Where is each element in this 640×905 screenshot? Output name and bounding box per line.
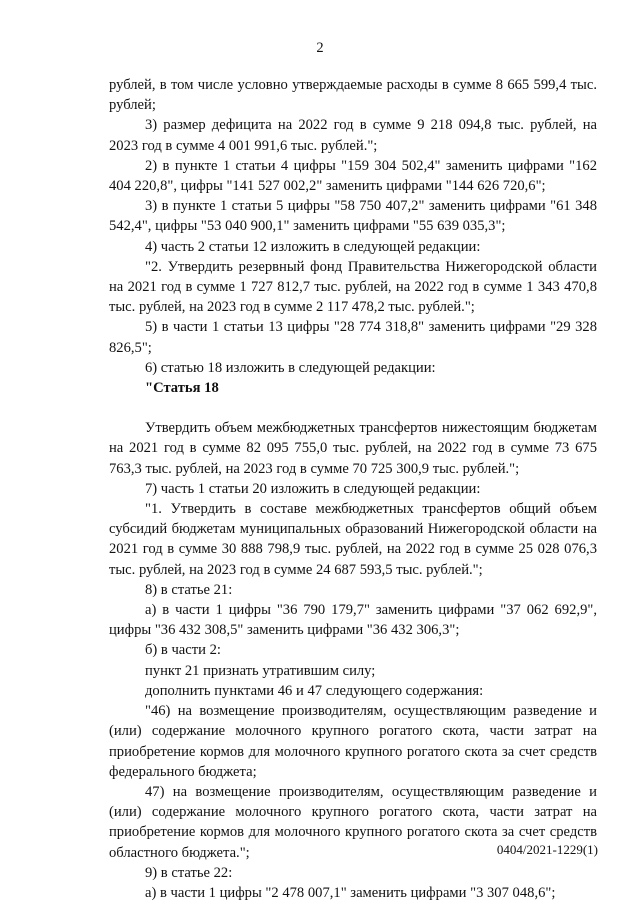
- article-heading: "Статья 18: [145, 380, 219, 397]
- paragraph: 47) на возмещение производителям, осуществляющим разведение и (или) содержание молочного крупного рогатого скота, части затрат на приобретение кормов для молочного крупного рогатого скота за счет средств областного бюджета.";: [109, 783, 597, 861]
- paragraph: 4) часть 2 статьи 12 изложить в следующей редакции:: [145, 238, 481, 255]
- paragraph: пункт 21 признать утратившим силу;: [145, 662, 376, 679]
- page-number: 2: [316, 40, 324, 56]
- document-code: 0404/2021-1229(1): [496, 842, 598, 857]
- paragraph: 6) статью 18 изложить в следующей редакции:: [145, 359, 436, 376]
- paragraph: 7) часть 1 статьи 20 изложить в следующей редакции:: [145, 480, 481, 497]
- paragraph: "1. Утвердить в составе межбюджетных трансфертов общий объем субсидий бюджетам муниципальных образований Нижегородской области на 2021 год в сумме 30 888 798,9 тыс. рублей, на 2022 год в сумме 25 028 076,3 тыс. рублей, на 2023 год в сумме 24 687 593,5 тыс. рублей.";: [109, 501, 597, 578]
- paragraph: 5) в части 1 статьи 13 цифры "28 774 318,8" заменить цифрами "29 328 826,5";: [109, 319, 597, 356]
- document-body: [109, 75, 597, 903]
- paragraph: 3) в пункте 1 статьи 5 цифры "58 750 407,2" заменить цифрами "61 348 542,4", цифры "53 040 900,1" заменить цифрами "55 639 035,3";: [109, 198, 597, 235]
- paragraph: 3) размер дефицита на 2022 год в сумме 9 218 094,8 тыс. рублей, на 2023 год в сумме 4 001 991,6 тыс. рублей.";: [109, 117, 597, 154]
- paragraph: а) в части 1 цифры "36 790 179,7" заменить цифрами "37 062 692,9", цифры "36 432 308,5" заменить цифрами "36 432 306,3";: [109, 602, 597, 639]
- paragraph: б) в части 2:: [145, 642, 221, 659]
- paragraph: 2) в пункте 1 статьи 4 цифры "159 304 502,4" заменить цифрами "162 404 220,8", цифры "141 527 002,2" заменить цифрами "144 626 720,6";: [109, 157, 597, 195]
- paragraph: 9) в статье 22:: [145, 864, 233, 881]
- paragraph-gap: [109, 398, 597, 418]
- paragraph: "2. Утвердить резервный фонд Правительства Нижегородской области на 2021 год в сумме 1 727 812,7 тыс. рублей, на 2022 год в сумме 1 343 470,8 тыс. рублей, на 2023 год в сумме 2 117 478,2 тыс. рублей.";: [109, 258, 597, 316]
- paragraph: Утвердить объем межбюджетных трансфертов нижестоящим бюджетам на 2021 год в сумме 82 095 755,0 тыс. рублей, на 2022 год в сумме 73 675 763,3 тыс. рублей, на 2023 год в сумме 70 725 300,9 тыс. рублей.";: [109, 420, 597, 477]
- paragraph: дополнить пунктами 46 и 47 следующего содержания:: [145, 682, 484, 699]
- paragraph: рублей, в том числе условно утверждаемые расходы в сумме 8 665 599,4 тыс. рублей;: [109, 77, 597, 114]
- paragraph: а) в части 1 цифры "2 478 007,1" заменить цифрами "3 307 048,6";: [145, 884, 556, 901]
- paragraph: 8) в статье 21:: [145, 581, 233, 598]
- paragraph: "46) на возмещение производителям, осуществляющим разведение и (или) содержание молочного крупного рогатого скота, части затрат на приобретение кормов для молочного крупного рогатого скота за счет средств федерального бюджета;: [109, 703, 597, 780]
